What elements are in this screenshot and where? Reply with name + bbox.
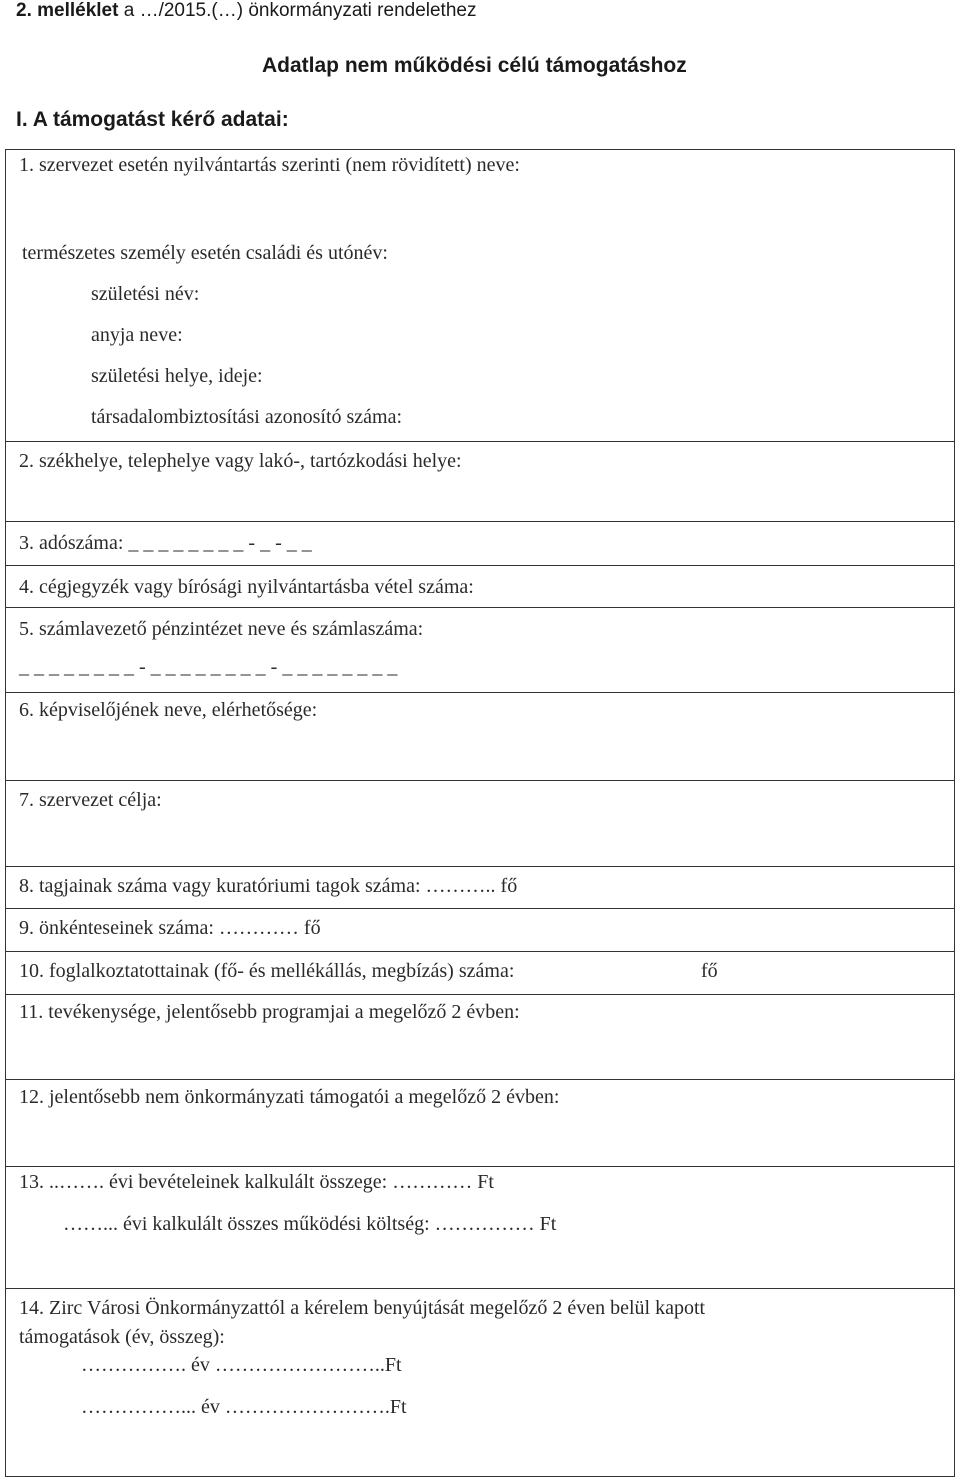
field-box-3[interactable] xyxy=(5,521,955,565)
annex-rest: a …/2015.(…) önkormányzati rendelethez xyxy=(118,0,477,21)
annex-number: 2. melléklet xyxy=(16,0,119,21)
field-box-9[interactable] xyxy=(5,908,955,951)
field-label-1: 1. szervezet esetén nyilvántartás szerinti (nem rövidített) neve: xyxy=(19,154,520,176)
field-label-1e: születési helye, ideje: xyxy=(91,365,263,387)
field-box-12[interactable] xyxy=(5,1079,955,1166)
support-row-2: ……………... év …………………….Ft xyxy=(81,1396,407,1418)
field-label-5: 5. számlavezető pénzintézet neve és számlaszáma: xyxy=(19,618,424,640)
field-label-3: 3. adószáma: _ _ _ _ _ _ _ _ - _ - _ _ xyxy=(19,532,312,554)
field-label-11: 11. tevékenysége, jelentősebb programjai a megelőző 2 évben: xyxy=(19,1001,520,1023)
field-label-4: 4. cégjegyzék vagy bírósági nyilvántartásba vétel száma: xyxy=(19,576,474,598)
section-heading: I. A támogatást kérő adatai: xyxy=(16,108,289,131)
field-label-1b: természetes személy esetén családi és utónév: xyxy=(22,242,388,264)
field-label-12: 12. jelentősebb nem önkormányzati támogatói a megelőző 2 évben: xyxy=(19,1086,560,1108)
form-table xyxy=(5,149,957,1477)
field-label-1d: anyja neve: xyxy=(91,324,183,346)
field-box-7[interactable] xyxy=(5,780,955,866)
field-label-14b: támogatások (év, összeg): xyxy=(19,1326,225,1348)
field-label-9: 9. önkénteseinek száma: ………… fő xyxy=(19,917,321,939)
field-label-1c: születési név: xyxy=(91,283,200,305)
field-box-6[interactable] xyxy=(5,692,955,780)
field-box-13[interactable] xyxy=(5,1166,955,1288)
annex-header xyxy=(16,0,476,22)
field-box-14[interactable] xyxy=(5,1288,955,1477)
page-title: Adatlap nem működési célú támogatáshoz xyxy=(262,54,687,77)
field-box-11[interactable] xyxy=(5,994,955,1079)
field-label-2: 2. székhelye, telephelye vagy lakó-, tartózkodási helye: xyxy=(19,450,462,472)
field-label-1f: társadalombiztosítási azonosító száma: xyxy=(91,406,403,428)
field-label-13b: ……... évi kalkulált összes működési költség: …………… Ft xyxy=(63,1213,557,1235)
support-row-1: ……………. év ……………………..Ft xyxy=(81,1354,402,1376)
field-box-4[interactable] xyxy=(5,565,955,607)
field-label-10: 10. foglalkoztatottainak (fő- és mellékállás, megbízás) száma: xyxy=(19,960,515,982)
field-label-14: 14. Zirc Városi Önkormányzattól a kérelem benyújtását megelőző 2 éven belül kapott xyxy=(19,1297,706,1319)
field-box-5[interactable] xyxy=(5,607,955,692)
field-box-2[interactable] xyxy=(5,441,955,521)
field-box-8[interactable] xyxy=(5,866,955,908)
field-label-6: 6. képviselőjének neve, elérhetősége: xyxy=(19,699,318,721)
field-box-10[interactable] xyxy=(5,951,955,994)
account-number-blanks: _ _ _ _ _ _ _ _ - _ _ _ _ _ _ _ _ - _ _ _ _ _ _ _ _ xyxy=(19,656,398,678)
field-box-1[interactable] xyxy=(5,149,955,441)
field-unit-10: fő xyxy=(701,960,718,982)
field-label-13: 13. ..……. évi bevételeinek kalkulált összege: ………… Ft xyxy=(19,1171,494,1193)
field-label-8: 8. tagjainak száma vagy kuratóriumi tagok száma: ……….. fő xyxy=(19,875,518,897)
field-label-7: 7. szervezet célja: xyxy=(19,789,162,811)
